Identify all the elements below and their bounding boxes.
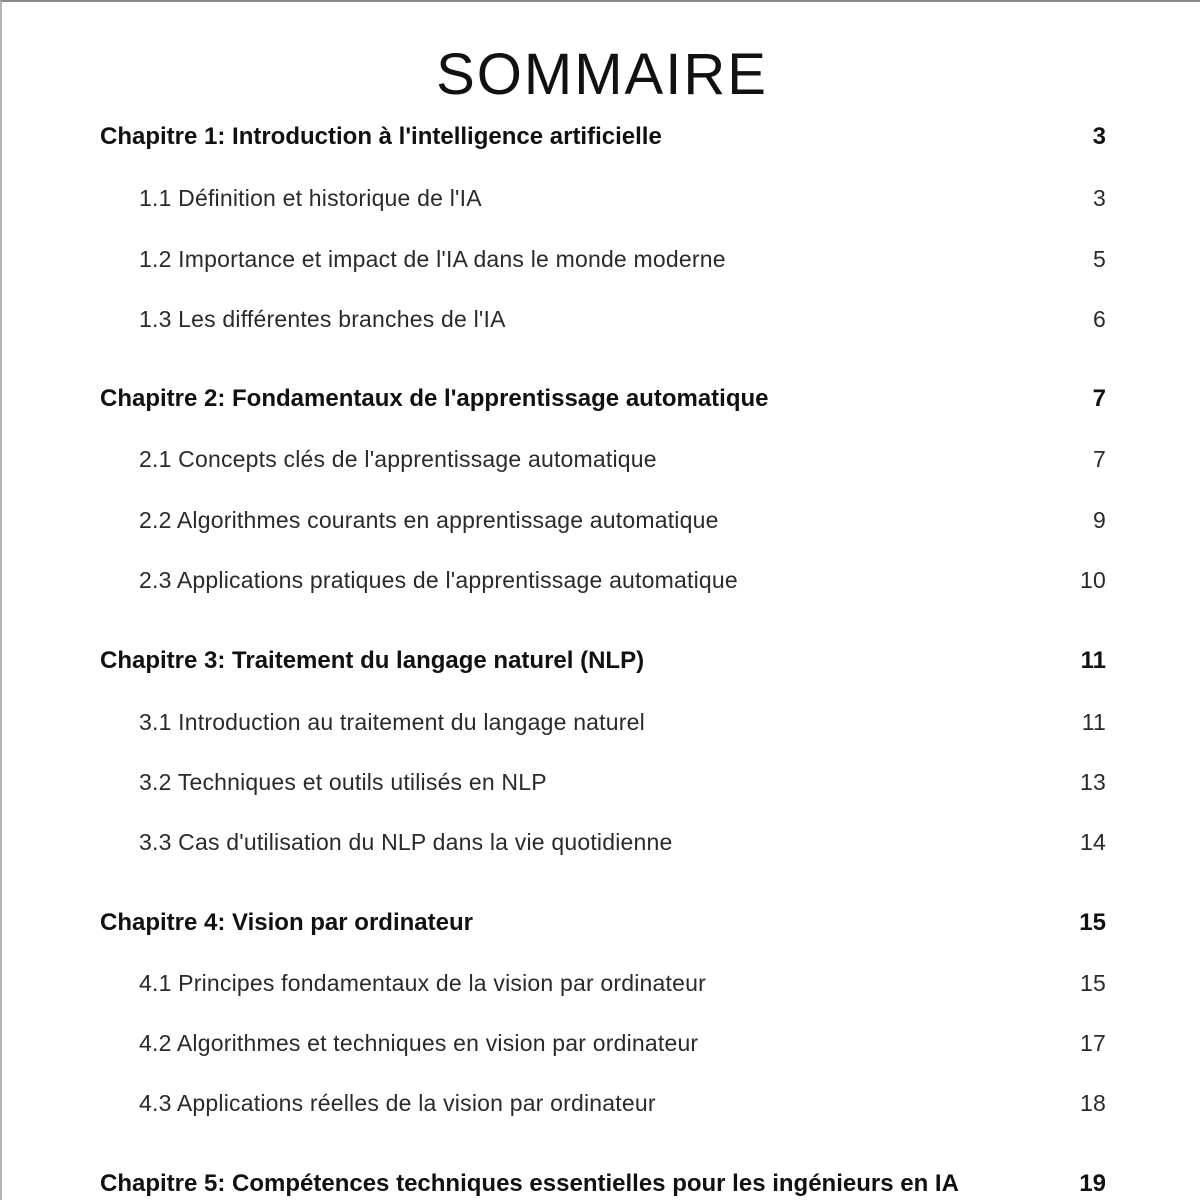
toc-entry-label: 4.3 Applications réelles de la vision par ordinateur: [139, 1090, 656, 1116]
toc-entry-label: 2.1 Concepts clés de l'apprentissage automatique: [139, 446, 657, 472]
toc-entry-page: 6: [1093, 306, 1106, 332]
toc-entry-page: 15: [1079, 909, 1106, 936]
toc-entry-page: 15: [1080, 970, 1106, 996]
toc-chapter-1[interactable]: [100, 121, 1106, 153]
toc-entry-page: 5: [1093, 246, 1106, 272]
toc-entry-label: 3.3 Cas d'utilisation du NLP dans la vie quotidienne: [139, 829, 673, 855]
toc-chapter-5[interactable]: [100, 1168, 1106, 1200]
toc-section-3-2[interactable]: [139, 766, 1106, 798]
toc-entry-label: Chapitre 1: Introduction à l'intelligence artificielle: [100, 123, 662, 150]
table-of-contents: [2, 2, 1200, 1200]
toc-section-1-1[interactable]: [139, 182, 1106, 214]
toc-entry-page: 11: [1081, 709, 1106, 735]
toc-entry-label: 2.2 Algorithmes courants en apprentissage automatique: [139, 507, 719, 533]
toc-entry-label: 3.2 Techniques et outils utilisés en NLP: [139, 769, 547, 795]
toc-entry-page: 13: [1080, 769, 1106, 795]
toc-entry-label: Chapitre 2: Fondamentaux de l'apprentissage automatique: [100, 385, 769, 412]
toc-entry-label: 2.3 Applications pratiques de l'apprentissage automatique: [139, 567, 738, 593]
toc-entry-label: 3.1 Introduction au traitement du langage naturel: [139, 709, 645, 735]
toc-chapter-4[interactable]: [100, 907, 1106, 939]
toc-section-4-2[interactable]: [139, 1027, 1106, 1059]
toc-entry-label: 1.3 Les différentes branches de l'IA: [139, 306, 506, 332]
toc-section-3-1[interactable]: [139, 706, 1106, 738]
toc-section-2-2[interactable]: [139, 504, 1106, 536]
toc-entry-label: Chapitre 3: Traitement du langage naturel (NLP): [100, 647, 645, 674]
toc-entry-page: 3: [1092, 123, 1106, 150]
toc-entry-label: 4.2 Algorithmes et techniques en vision par ordinateur: [139, 1030, 699, 1056]
toc-section-1-3[interactable]: [139, 303, 1106, 335]
toc-entry-page: 18: [1080, 1090, 1106, 1116]
toc-entry-label: Chapitre 4: Vision par ordinateur: [100, 909, 473, 936]
toc-entry-label: 1.1 Définition et historique de l'IA: [139, 185, 482, 211]
toc-section-2-1[interactable]: [139, 443, 1106, 475]
toc-entry-page: 7: [1092, 385, 1106, 412]
toc-entry-page: 10: [1080, 567, 1106, 593]
toc-chapter-2[interactable]: [100, 383, 1106, 415]
toc-section-2-3[interactable]: [139, 564, 1106, 596]
toc-entry-page: 9: [1093, 507, 1106, 533]
toc-section-1-2[interactable]: [139, 243, 1106, 275]
toc-entry-label: 1.2 Importance et impact de l'IA dans le monde moderne: [139, 246, 726, 272]
toc-entry-page: 19: [1079, 1170, 1106, 1197]
toc-entry-label: 4.1 Principes fondamentaux de la vision par ordinateur: [139, 970, 706, 996]
toc-section-4-3[interactable]: [139, 1087, 1106, 1119]
toc-entry-page: 7: [1093, 446, 1106, 472]
toc-section-3-3[interactable]: [139, 826, 1106, 858]
toc-entry-page: 14: [1080, 829, 1106, 855]
toc-entry-label: Chapitre 5: Compétences techniques essentielles pour les ingénieurs en IA: [100, 1170, 959, 1197]
toc-entry-page: 11: [1080, 647, 1106, 674]
toc-entry-page: 17: [1080, 1030, 1106, 1056]
toc-chapter-3[interactable]: [100, 645, 1106, 677]
toc-section-4-1[interactable]: [139, 967, 1106, 999]
toc-entry-page: 3: [1093, 185, 1106, 211]
page-title: SOMMAIRE: [436, 42, 768, 107]
